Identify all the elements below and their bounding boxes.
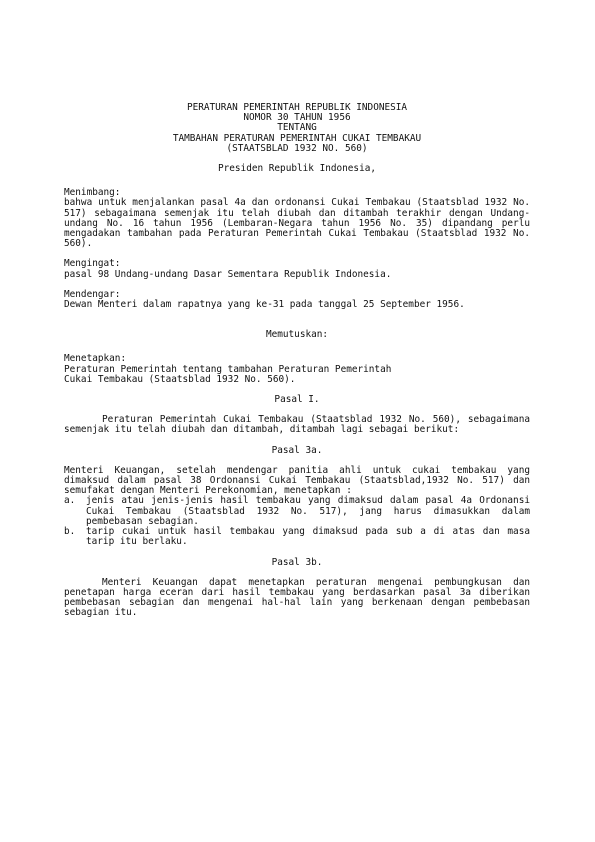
list-item-text: tarip cukai untuk hasil tembakau yang dimaksud pada sub a di atas dan masa tarip itu berlaku.	[86, 526, 530, 548]
president-line: Presiden Republik Indonesia,	[217, 163, 377, 175]
title-line: PERATURAN PEMERINTAH REPUBLIK INDONESIA	[186, 102, 408, 113]
pasal-heading: Pasal I.	[274, 394, 320, 406]
menimbang-text: bahwa untuk menjalankan pasal 4a dan ordonansi Cukai Tembakau (Staatsblad 1932 No. 517) sebagaimana semenjak itu telah diubah dan ditambah terakhir dengan Undang-undang No. 16 tahun 1956 (Lembaran-Negara tahun 1956 No. 35) dipandang perlu mengadakan tambahan pada Peraturan Pemerintah Cukai Tembakau (Staatsblad 1932 No. 560).	[64, 197, 530, 250]
mendengar-text: Dewan Menteri dalam rapatnya yang ke-31 pada tanggal 25 September 1956.	[64, 299, 465, 311]
title-line: TENTANG	[277, 122, 317, 134]
mengingat-text: pasal 98 Undang-undang Dasar Sementara Republik Indonesia.	[64, 268, 392, 280]
list-item	[64, 527, 530, 547]
list-marker: b.	[64, 526, 76, 538]
menimbang-heading: Menimbang:	[64, 187, 121, 199]
memutuskan-heading: Memutuskan:	[265, 329, 329, 341]
list-marker: a.	[64, 495, 76, 507]
document-title	[64, 103, 530, 154]
mendengar-heading: Mendengar:	[64, 288, 121, 300]
list-item-text: jenis atau jenis-jenis hasil tembakau yang dimaksud dalam pasal 4a Ordonansi Cukai Tembakau (Staatsblad 1932 No. 517), jang harus dimasukkan dalam pembebasan sebagian.	[86, 495, 530, 527]
title-line: NOMOR 30 TAHUN 1956	[243, 112, 351, 124]
mengingat-heading: Mengingat:	[64, 258, 121, 270]
document-page	[64, 103, 530, 619]
menetapkan-line: Cukai Tembakau (Staatsblad 1932 No. 560).	[64, 373, 296, 385]
title-line: TAMBAHAN PERATURAN PEMERINTAH CUKAI TEMBAKAU	[172, 132, 422, 144]
title-line: (STAATSBLAD 1932 NO. 560)	[226, 142, 368, 154]
pasal-text: Peraturan Pemerintah Cukai Tembakau (Staatsblad 1932 No. 560), sebagaimana semenjak itu telah diubah dan ditambah, ditambah lagi sebagai berikut:	[64, 414, 530, 436]
menetapkan-heading: Menetapkan:	[64, 353, 127, 365]
pasal-text: Menteri Keuangan dapat menetapkan peraturan mengenai pembungkusan dan penetapan harga eceran dari hasil tembakau yang berdasarkan pasal 3a diberikan pembebasan sebagian dan mengenai hal-hal lain yang berkenaan dengan pembebasan sebagian itu.	[64, 576, 530, 619]
pasal-heading: Pasal 3b.	[271, 556, 323, 568]
menetapkan-line: Peraturan Pemerintah tentang tambahan Peraturan Pemerintah	[64, 363, 392, 375]
pasal-text: Menteri Keuangan, setelah mendengar panitia ahli untuk cukai tembakau yang dimaksud dalam pasal 38 Ordonansi Cukai Tembakau (Staatsblad,1932 No. 517) dan semufakat dengan Menteri Perekonomian, menetapkan :	[64, 464, 530, 497]
pasal-heading: Pasal 3a.	[271, 444, 323, 456]
list-item	[64, 496, 530, 527]
